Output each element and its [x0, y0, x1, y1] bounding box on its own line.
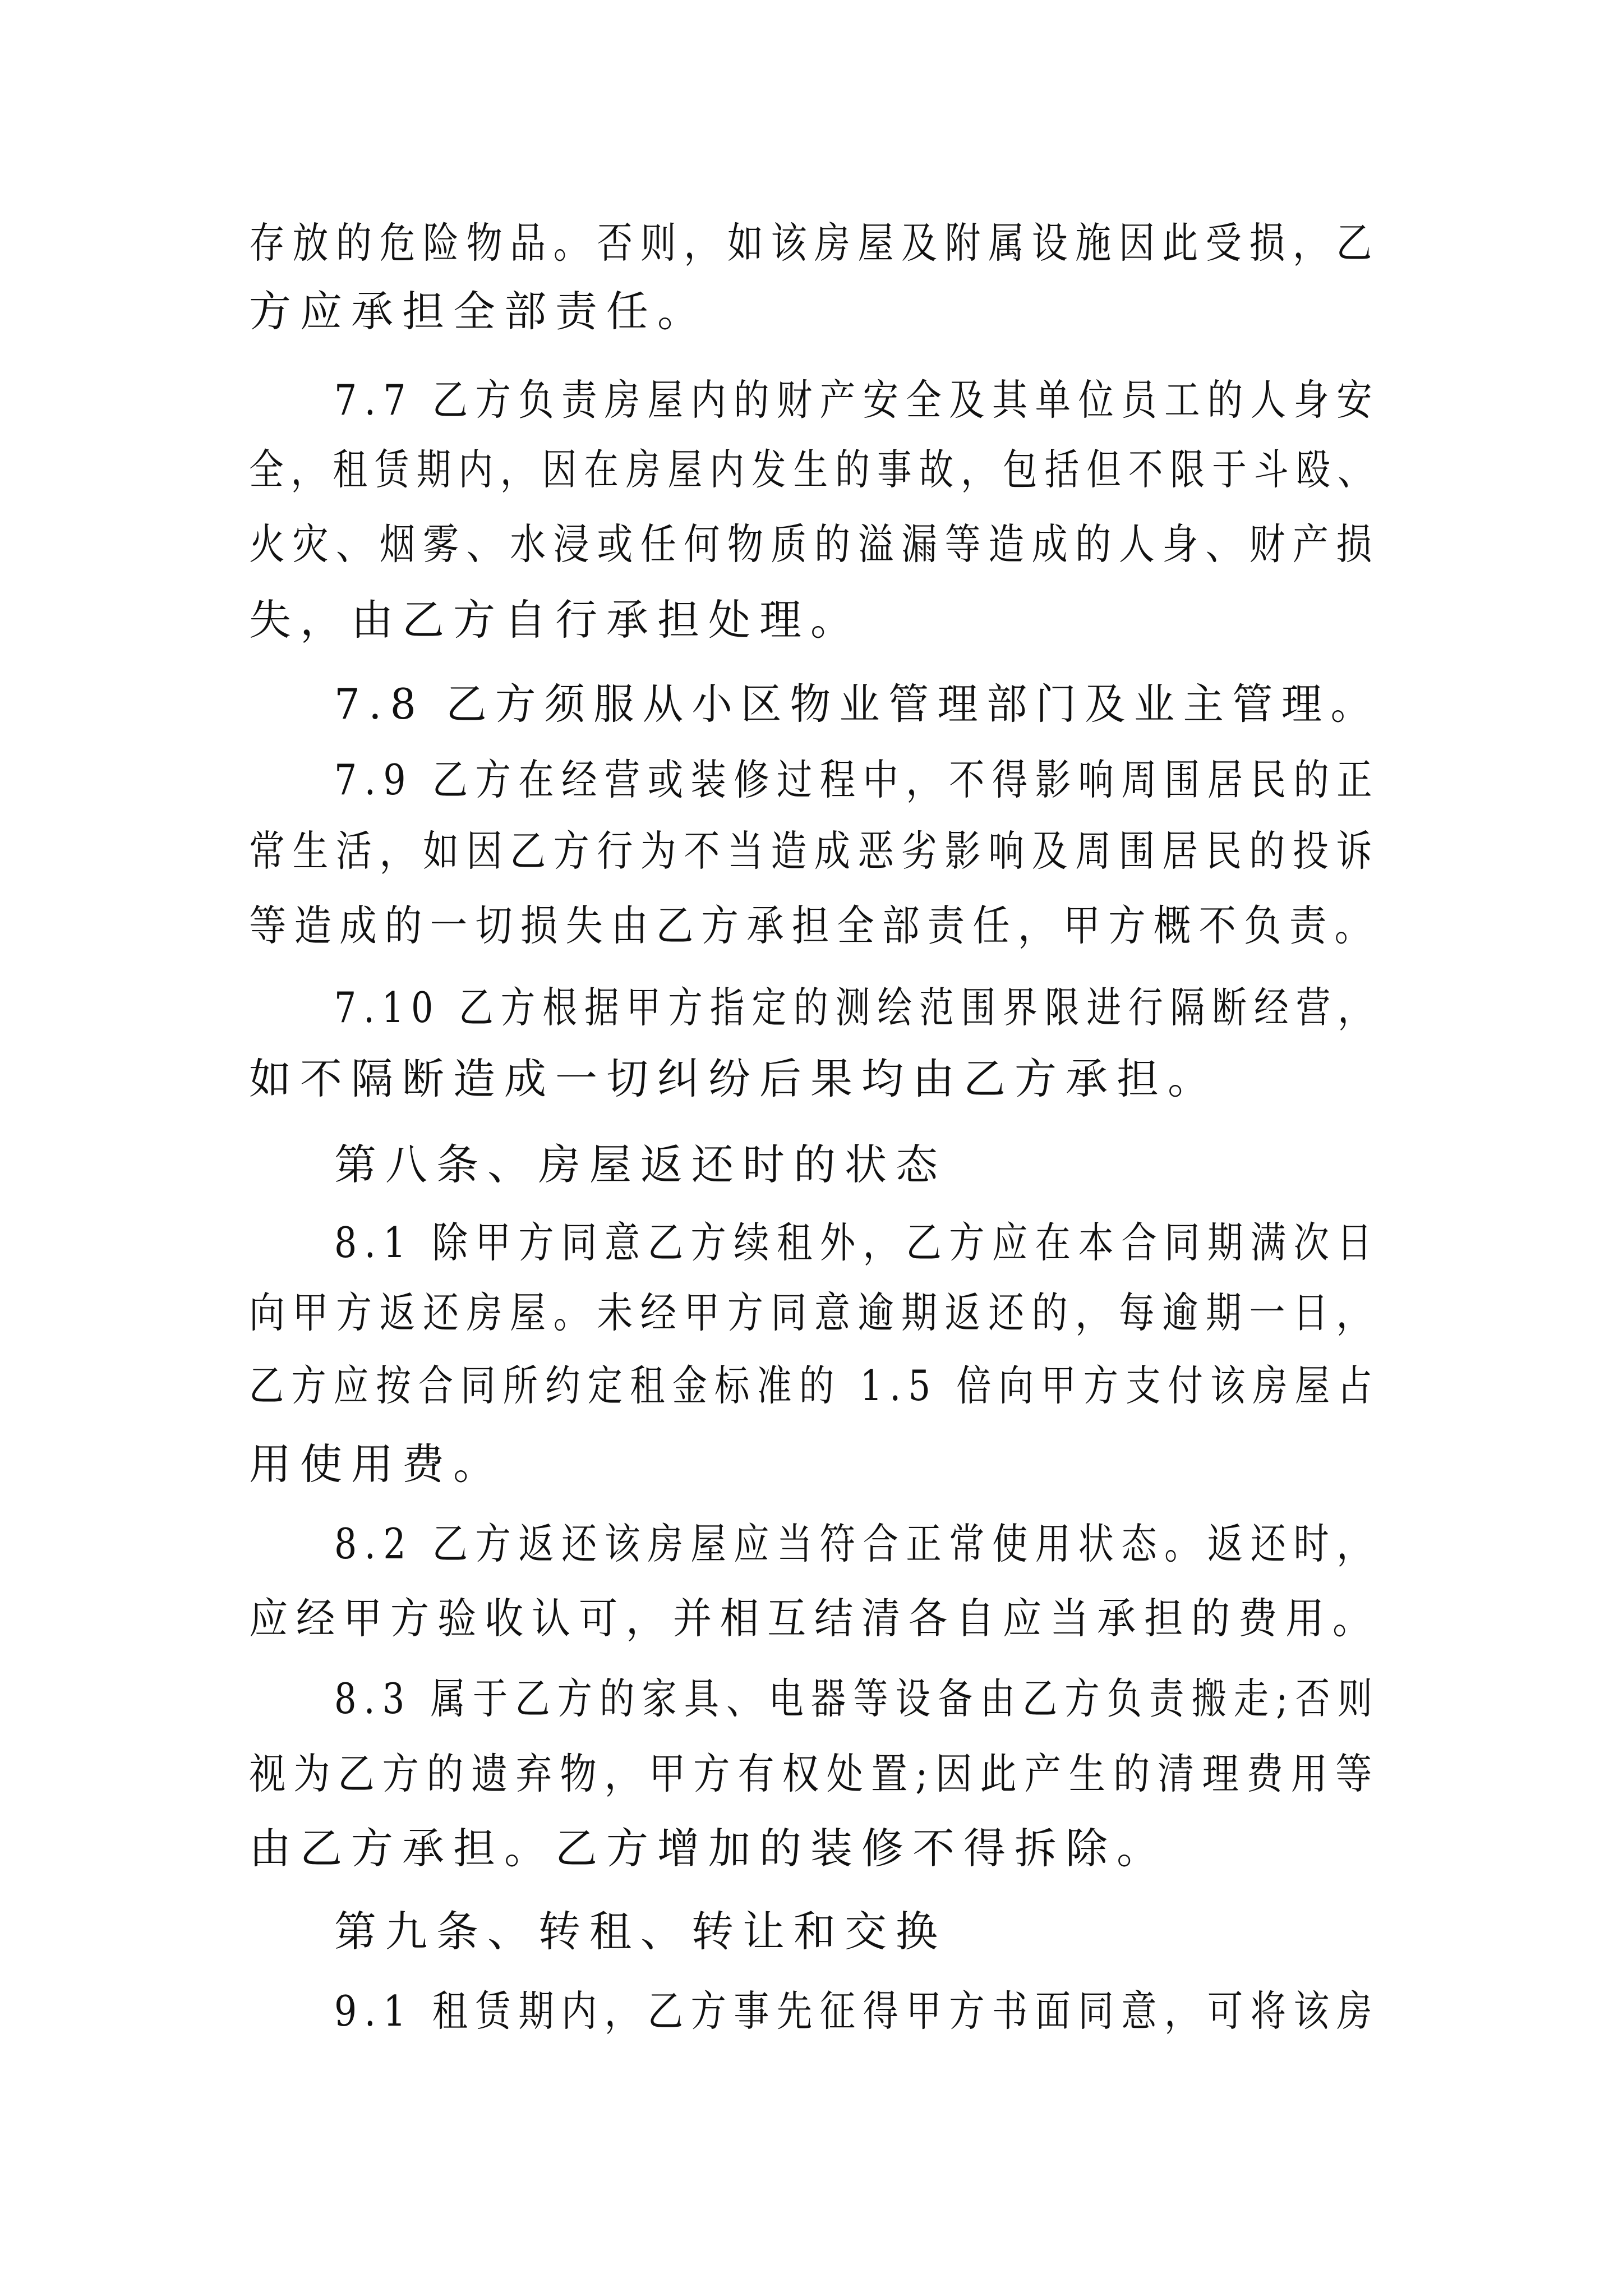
text-line: 方应承担全部责任。: [249, 287, 709, 336]
section-heading: 第九条、转租、转让和交换: [334, 1907, 947, 1956]
text-line: 9.1 租赁期内，乙方事先征得甲方书面同意，可将该房: [334, 1986, 1380, 2036]
text-line: 如不隔断造成一切纠纷后果均由乙方承担。: [249, 1054, 1219, 1103]
text-line: 8.1 除甲方同意乙方续租外，乙方应在本合同期满次日: [334, 1218, 1380, 1267]
text-line: 7.10 乙方根据甲方指定的测绘范围界限进行隔断经营，: [334, 983, 1380, 1032]
text-line: 火灾、烟雾、水浸或任何物质的溢漏等造成的人身、财产损: [249, 519, 1380, 569]
text-line: 8.2 乙方返还该房屋应当符合正常使用状态。返还时，: [334, 1519, 1380, 1568]
text-line: 失，由乙方自行承担处理。: [249, 595, 862, 645]
text-line: 等造成的一切损失由乙方承担全部责任，甲方概不负责。: [249, 901, 1380, 950]
text-line: 存放的危险物品。否则，如该房屋及附属设施因此受损，乙: [249, 218, 1380, 268]
text-line: 乙方应按合同所约定租金标准的 1.5 倍向甲方支付该房屋占: [249, 1361, 1380, 1410]
text-line: 7.8 乙方须服从小区物业管理部门及业主管理。: [334, 679, 1380, 729]
text-line: 7.9 乙方在经营或装修过程中，不得影响周围居民的正: [334, 755, 1380, 804]
text-line: 常生活，如因乙方行为不当造成恶劣影响及周围居民的投诉: [249, 826, 1380, 876]
text-line: 全，租赁期内，因在房屋内发生的事故，包括但不限于斗殴、: [249, 445, 1380, 494]
section-heading: 第八条、房屋返还时的状态: [334, 1140, 947, 1189]
text-line: 8.3 属于乙方的家具、电器等设备由乙方负责搬走;否则: [334, 1674, 1380, 1723]
text-line: 用使用费。: [249, 1439, 505, 1489]
text-line: 视为乙方的遗弃物，甲方有权处置;因此产生的清理费用等: [249, 1749, 1380, 1798]
text-line: 7.7 乙方负责房屋内的财产安全及其单位员工的人身安: [334, 375, 1380, 425]
text-line: 应经甲方验收认可，并相互结清各自应当承担的费用。: [249, 1594, 1380, 1643]
text-line: 向甲方返还房屋。未经甲方同意逾期返还的，每逾期一日，: [249, 1288, 1380, 1337]
text-line: 由乙方承担。乙方增加的装修不得拆除。: [249, 1824, 1168, 1873]
